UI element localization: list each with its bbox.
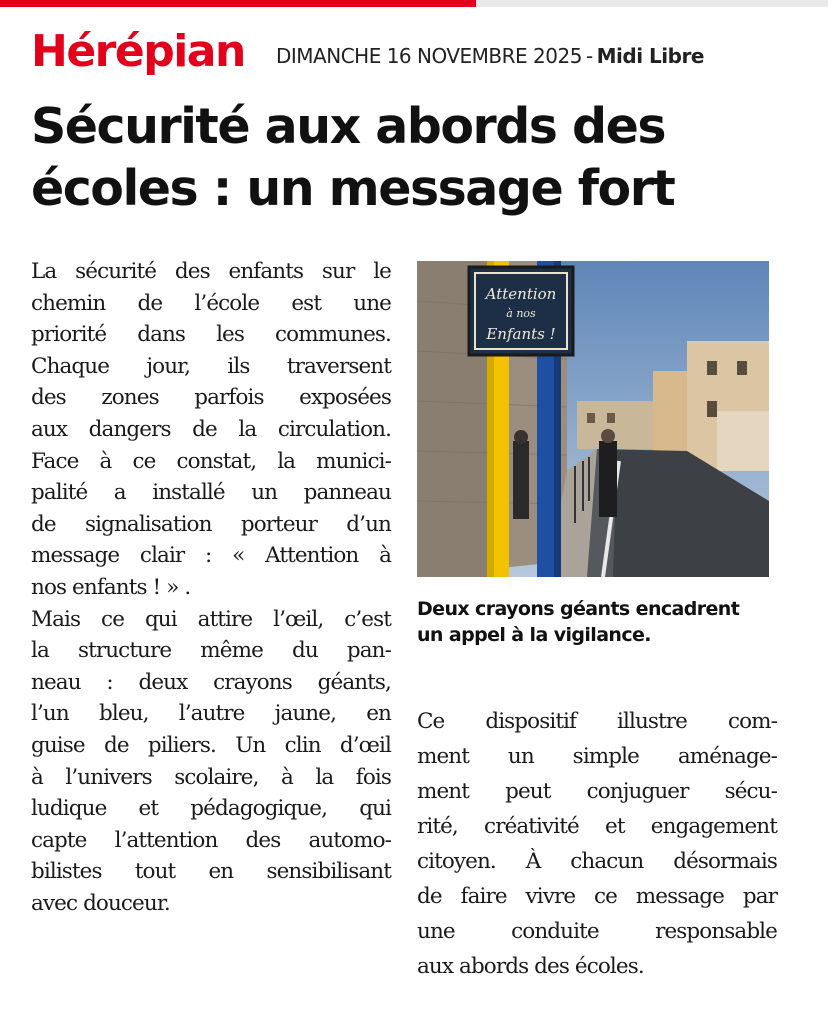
text-line: bilistes tout en sensibilisant bbox=[31, 859, 391, 885]
text-line: avec douceur. bbox=[31, 890, 170, 916]
dateline-separator: - bbox=[585, 44, 593, 68]
photo-caption bbox=[417, 596, 777, 648]
text-line: la structure même du pan- bbox=[31, 638, 391, 664]
text-line: des zones parfois exposées bbox=[31, 385, 391, 411]
text-line: ment peut conjuguer sécu- bbox=[417, 779, 777, 804]
text-line: de faire vivre ce message par bbox=[417, 884, 777, 909]
sign-line: Enfants ! bbox=[486, 325, 556, 343]
article-body-left bbox=[31, 256, 391, 919]
text-line: rité, créativité et engagement bbox=[417, 814, 777, 839]
text-line: capte l’attention des automo- bbox=[31, 827, 391, 853]
paragraph-intro bbox=[31, 256, 391, 604]
text-line: ment un simple aménage- bbox=[417, 744, 777, 769]
article-body-right bbox=[417, 704, 777, 984]
text-line: aux abords des écoles. bbox=[417, 954, 644, 979]
text-line: ludique et pédagogique, qui bbox=[31, 796, 391, 822]
article-headline bbox=[31, 96, 811, 220]
text-line: Face à ce constat, la munici- bbox=[31, 448, 391, 474]
text-line: neau : deux crayons géants, bbox=[31, 669, 391, 695]
sign-line: à nos bbox=[506, 307, 536, 320]
text-line: aux dangers de la circulation. bbox=[31, 416, 391, 442]
text-line: palité a installé un panneau bbox=[31, 480, 391, 506]
text-line: nos enfants ! » . bbox=[31, 574, 191, 600]
caption-line: Deux crayons géants encadrent bbox=[417, 598, 740, 620]
text-line: message clair : « Attention à bbox=[31, 543, 391, 569]
top-bar-accent bbox=[0, 0, 476, 7]
text-line: chemin de l’école est une bbox=[31, 290, 391, 316]
headline-line: Sécurité aux abords des bbox=[31, 98, 665, 155]
text-line: une conduite responsable bbox=[417, 919, 777, 944]
caption-line: un appel à la vigilance. bbox=[417, 624, 651, 646]
newspaper-name: Midi Libre bbox=[596, 44, 704, 68]
text-line: l’un bleu, l’autre jaune, en bbox=[31, 701, 391, 727]
text-line: Mais ce qui attire l’œil, c’est bbox=[31, 606, 391, 632]
text-line: de signalisation porteur d’un bbox=[31, 511, 391, 537]
photo-street-scene bbox=[417, 261, 769, 577]
dateline bbox=[276, 44, 704, 68]
text-line: La sécurité des enfants sur le bbox=[31, 259, 391, 284]
town-name: Hérépian bbox=[31, 26, 245, 77]
headline-line: écoles : un message fort bbox=[31, 160, 675, 217]
paragraph-structure bbox=[31, 604, 391, 920]
text-line: citoyen. À chacun désormais bbox=[417, 849, 777, 874]
text-line: à l’univers scolaire, à la fois bbox=[31, 764, 391, 790]
text-line: Ce dispositif illustre com- bbox=[417, 709, 777, 734]
sign-line: Attention bbox=[485, 285, 557, 303]
text-line: guise de piliers. Un clin d’œil bbox=[31, 732, 391, 758]
paragraph-conclusion bbox=[417, 704, 777, 984]
article-photo bbox=[417, 261, 769, 577]
publication-date: DIMANCHE 16 NOVEMBRE 2025 bbox=[276, 44, 582, 68]
text-line: priorité dans les communes. bbox=[31, 322, 391, 348]
text-line: Chaque jour, ils traversent bbox=[31, 353, 391, 379]
